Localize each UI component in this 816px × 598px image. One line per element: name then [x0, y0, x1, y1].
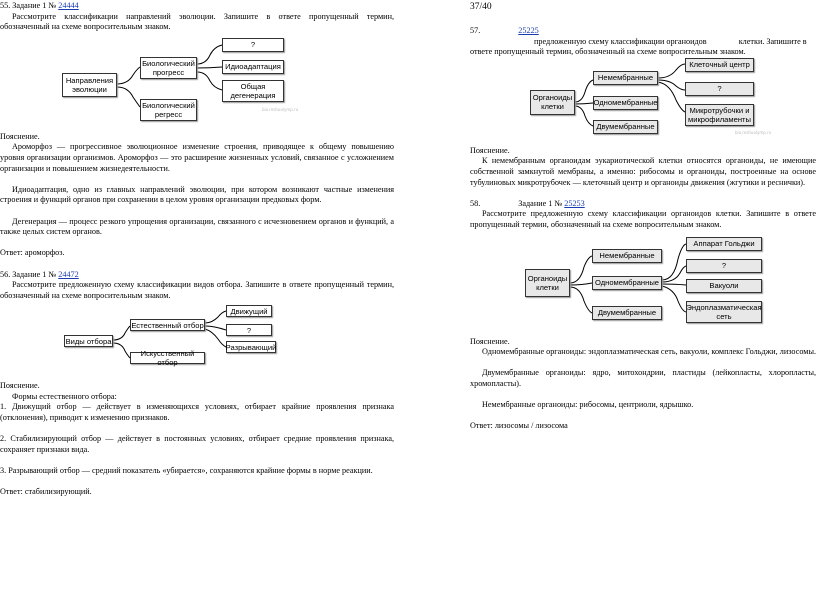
org58-vacuoles-box: Вакуоли	[686, 279, 762, 293]
task-56-forms: Формы естественного отбора:	[12, 391, 117, 401]
task-56-answer: Ответ: стабилизирующий.	[0, 487, 92, 497]
org57-question-box: ?	[685, 82, 754, 96]
selection-root-box: Виды отбора	[65, 336, 112, 346]
diagram-organelles-58	[470, 231, 816, 331]
task-55-degeneration: Дегенерация — процесс резкого упрощения организации, связанного с исчезновением органов и функций, а также целых систем органов.	[0, 216, 394, 237]
org58-er-box: Эндоплазматическая сеть	[686, 302, 762, 321]
page-number: 37/40	[470, 2, 492, 12]
task-58-explanation-title: Пояснение.	[470, 336, 510, 346]
task-58-answer: Ответ: лизосомы / лизосома	[470, 421, 568, 431]
task-56-item-3: 3. Разрывающий отбор — средний показатель «убирается», сохраняются крайние формы в норме реакции.	[0, 466, 373, 476]
task-58-text: Рассмотрите предложенную схему классификации органоидов клетки. Запишите в ответе пропущенный термин, обозначенный на схеме вопросительным знаком.	[470, 209, 816, 229]
evo-regress-box: Биологический регресс	[140, 99, 197, 121]
task-56-header: 56. Задание 1 № 24472	[0, 269, 79, 279]
task-58-nonmembrane: Немембранные органоиды: рибосомы, центриоли, ядрышко.	[482, 400, 694, 410]
org57-watermark: bio.reshuolymp.ru	[735, 129, 772, 135]
task-58-link[interactable]: 25253	[564, 198, 585, 208]
task-58-twomembrane: Двумембранные органоиды: ядро, митохондрии, пластиды (лейкопласты, хлоропласты, хромопласты).	[470, 368, 816, 388]
task-56-item-2: 2. Стабилизирующий отбор — действует в постоянных условиях, отбирает средние проявления признака, сохраняет признаки вида.	[0, 434, 394, 454]
task-55-link[interactable]: 24444	[58, 1, 79, 10]
task-55-idioadaptation: Идиоадаптация, одно из главных направлений эволюции, при котором возникают частные изменения строения и функций органов при сохранении в целом уровня организации предковых форм.	[0, 184, 394, 205]
task-55-answer: Ответ: ароморфоз.	[0, 248, 65, 258]
org57-center-box: Клеточный центр	[685, 58, 754, 72]
task-55-header: 55. Задание 1 № 24444	[0, 1, 79, 10]
diagram-selection-connectors	[0, 301, 394, 381]
org58-root-box: Органоиды клетки	[525, 269, 570, 297]
task-58-header: 58. Задание 1 № 25253	[470, 198, 585, 208]
org57-nonmembrane-box: Немембранные	[593, 71, 658, 85]
task-55-explanation-title: Пояснение.	[0, 131, 40, 141]
selection-natural-box: Естественный отбор	[131, 320, 204, 330]
diagram-organelles-57	[470, 58, 816, 142]
evo-watermark: bio.reshuolymp.ru	[262, 106, 299, 112]
task-57-header: 57. 25225	[470, 26, 539, 35]
org58-twomembrane-box: Двумембранные	[592, 306, 662, 320]
org58-onemembrane-box: Одномембранные	[592, 276, 662, 290]
task-55-text: Рассмотрите классификации направлений эволюции. Запишите в ответе пропущенный термин, обозначенный на схеме вопросительным знаком.	[0, 11, 394, 32]
task-57-explanation-title: Пояснение.	[470, 145, 510, 155]
org58-golgi-box: Аппарат Гольджи	[686, 237, 762, 251]
selection-moving-box: Движущий	[226, 305, 272, 317]
evo-question-box: ?	[222, 38, 284, 52]
evo-idioadaptation-box: Идиоадаптация	[222, 60, 284, 74]
selection-artificial-box: Искусственный отбор	[130, 352, 205, 364]
evo-root-box: Направления эволюции	[62, 73, 117, 97]
org57-microtubules-box: Микротрубочки и микрофиламенты	[685, 104, 754, 126]
org58-nonmembrane-box: Немембранные	[592, 249, 662, 263]
diagram-selection	[0, 301, 394, 381]
task-56-item-1: 1. Движущий отбор — действует в изменяющихся условиях, отбирает крайние проявления признака (отклонения), приводит к изменению признаков.	[0, 402, 394, 423]
task-57-link[interactable]: 25225	[518, 26, 539, 35]
task-57-text: предложенную схему классификации органоидов клетки. Запишите в ответе пропущенный термин, обозначенный на схеме вопросительным знаком.	[470, 36, 807, 57]
diagram-evolution-connectors	[0, 33, 394, 129]
org57-root-box: Органоиды клетки	[530, 90, 575, 115]
task-56-explanation-title: Пояснение.	[0, 381, 40, 391]
org57-onemembrane-box: Одномембранные	[593, 96, 658, 110]
right-column	[470, 26, 816, 432]
evo-progress-box: Биологический прогресс	[140, 57, 197, 79]
task-55-aromorphosis: Ароморфоз — прогрессивное эволюционное изменение строения, приводящее к общему повышению уровня организации организмов. Ароморфоз — это расширение жизненных условий, связанное с усложнением организации и повышением жизнедеятельности.	[0, 142, 394, 173]
task-56-link[interactable]: 24472	[58, 269, 79, 279]
org58-question-box: ?	[686, 259, 762, 273]
left-column	[0, 0, 394, 498]
task-56-text: Рассмотрите предложенную схему классификации видов отбора. Запишите в ответе пропущенный термин, обозначенный на схеме вопросительным знаком.	[0, 280, 394, 300]
diagram-evolution	[0, 33, 394, 129]
evo-degeneration-box: Общая дегенерация	[222, 80, 284, 102]
org57-twomembrane-box: Двумембранные	[593, 120, 658, 134]
task-58-onemembrane: Одномембранные органоиды: эндоплазматическая сеть, вакуоли, комплекс Гольджи, лизосомы.	[482, 347, 816, 357]
task-57-explanation: К немембранным органоидам эукариотической клетки относятся органоиды, не имеющие собственной замкнутой мембраны, а именно: рибосомы и органоиды, построенные на основе тубулиновых микротрубочек — клеточный центр и органоиды движения (жгутики и реснички).	[470, 156, 816, 187]
selection-disruptive-box: Разрывающий	[225, 342, 277, 352]
selection-question-box: ?	[226, 324, 272, 336]
